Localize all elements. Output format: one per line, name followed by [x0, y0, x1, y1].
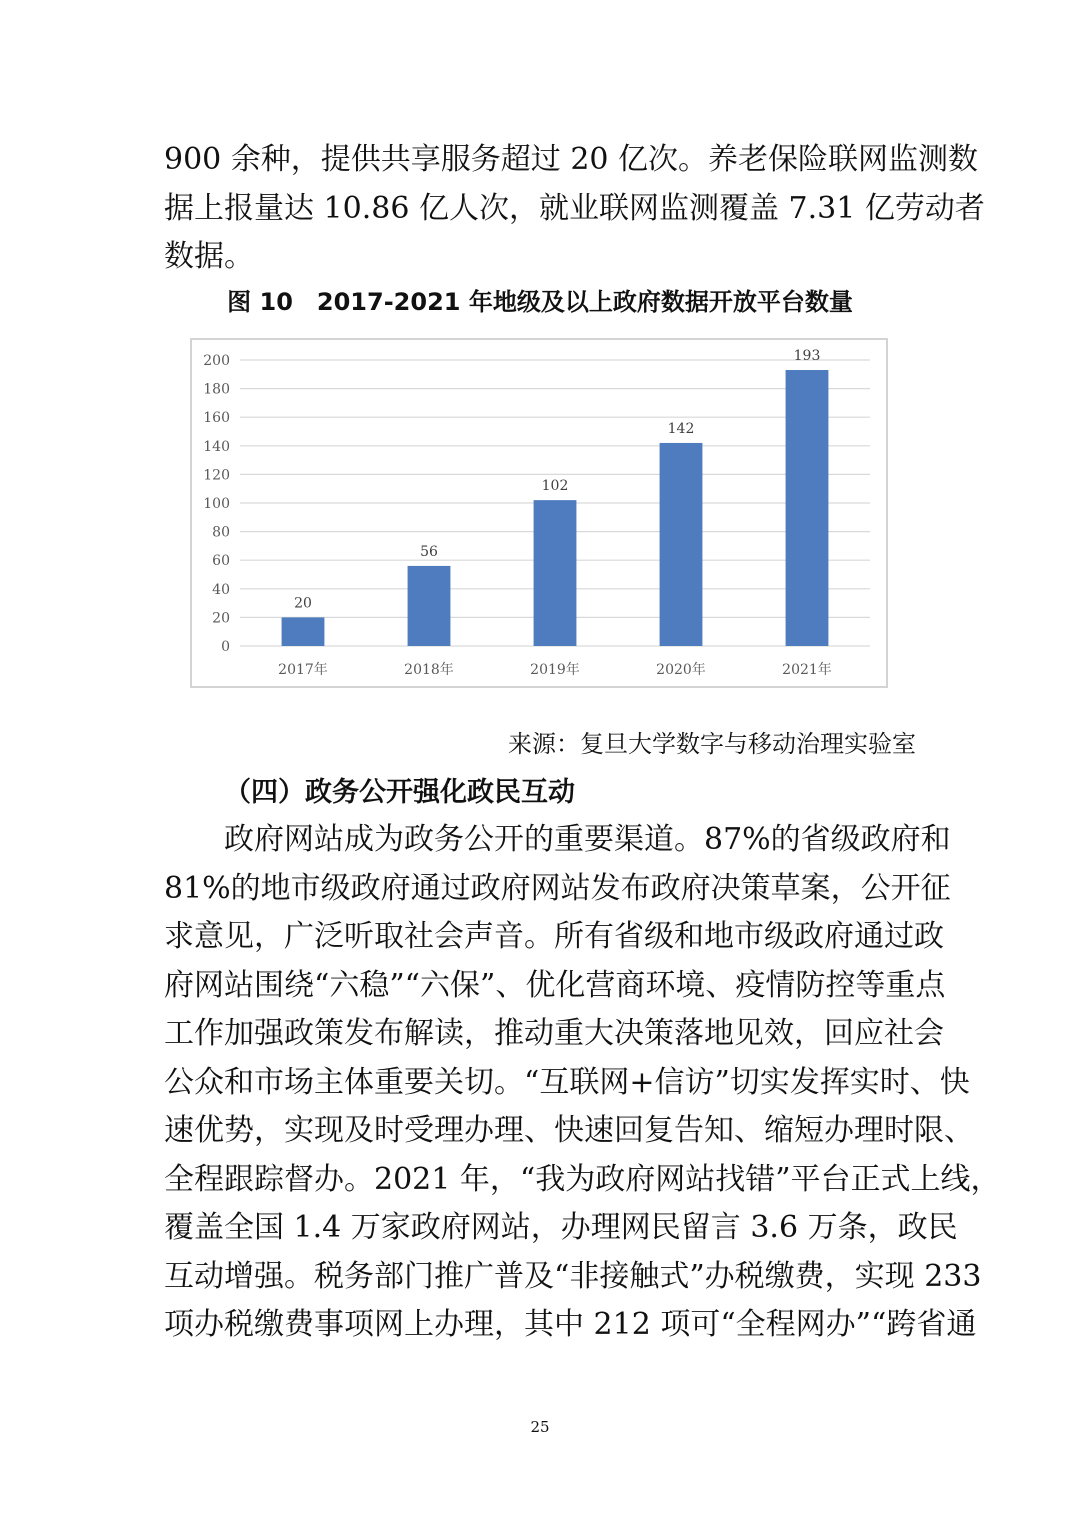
y-tick-label: 100: [203, 496, 230, 512]
intro-line: 900 余种，提供共享服务超过 20 亿次。养老保险联网监测数: [164, 142, 979, 177]
data-label: 56: [420, 543, 438, 560]
body-line: 公众和市场主体重要关切。“互联网+信访”切实发挥实时、快: [164, 1064, 970, 1100]
body-line: 81%的地市级政府通过政府网站发布政府决策草案，公开征: [164, 870, 951, 906]
x-tick-label: 2017年: [278, 662, 328, 678]
x-tick-label: 2020年: [656, 662, 706, 678]
y-tick-label: 200: [203, 353, 230, 369]
bar: [660, 443, 703, 646]
intro-line: 据上报量达 10.86 亿人次，就业联网监测覆盖 7.31 亿劳动者: [164, 190, 985, 226]
bar: [786, 370, 829, 646]
body-line: 求意见，广泛听取社会声音。所有省级和地市级政府通过政: [164, 919, 944, 954]
section-heading: （四）政务公开强化政民互动: [224, 777, 575, 808]
y-tick-label: 160: [203, 410, 230, 427]
body-paragraph: [164, 816, 1001, 1350]
body-line: 互动增强。税务部门推广普及“非接触式”办税缴费，实现 233: [164, 1258, 982, 1294]
data-label: 142: [667, 420, 695, 437]
data-label: 193: [793, 348, 821, 365]
x-tick-label: 2021年: [782, 662, 832, 678]
y-tick-label: 40: [212, 581, 230, 598]
bar: [408, 566, 451, 646]
body-line: 府网站围绕“六稳”“六保”、优化营商环境、疫情防控等重点: [164, 967, 946, 1003]
body-line: 工作加强政策发布解读，推动重大决策落地见效，回应社会: [164, 1016, 944, 1051]
bar-chart: [190, 338, 888, 688]
y-tick-label: 80: [212, 524, 230, 541]
intro-line: 数据。: [164, 239, 254, 274]
body-line: 覆盖全国 1.4 万家政府网站，办理网民留言 3.6 万条，政民: [164, 1210, 958, 1245]
data-label: 102: [541, 478, 569, 495]
body-line: 全程跟踪督办。2021 年，“我为政府网站找错”平台正式上线，: [164, 1161, 1001, 1197]
y-tick-label: 140: [203, 438, 230, 455]
y-tick-label: 20: [212, 610, 230, 627]
page-number: 25: [530, 1418, 550, 1436]
x-tick-label: 2018年: [404, 662, 454, 678]
bar: [534, 500, 577, 646]
figure-title: 图 10 2017-2021 年地级及以上政府数据开放平台数量: [227, 288, 853, 316]
intro-paragraph: [164, 136, 985, 282]
y-tick-label: 180: [203, 381, 230, 398]
bar: [282, 617, 325, 646]
y-tick-label: 120: [203, 467, 230, 484]
body-line: 项办税缴费事项网上办理，其中 212 项可“全程网办”“跨省通: [164, 1307, 977, 1342]
body-line: 政府网站成为政务公开的重要渠道。87%的省级政府和: [224, 822, 951, 857]
body-line: 速优势，实现及时受理办理、快速回复告知、缩短办理时限、: [164, 1113, 974, 1148]
y-tick-label: 0: [221, 639, 230, 655]
figure-source: 来源：复旦大学数字与移动治理实验室: [508, 730, 916, 758]
x-tick-label: 2019年: [530, 662, 580, 678]
y-tick-label: 60: [212, 553, 230, 570]
data-label: 20: [294, 595, 312, 612]
bar-chart-svg: [192, 340, 886, 686]
